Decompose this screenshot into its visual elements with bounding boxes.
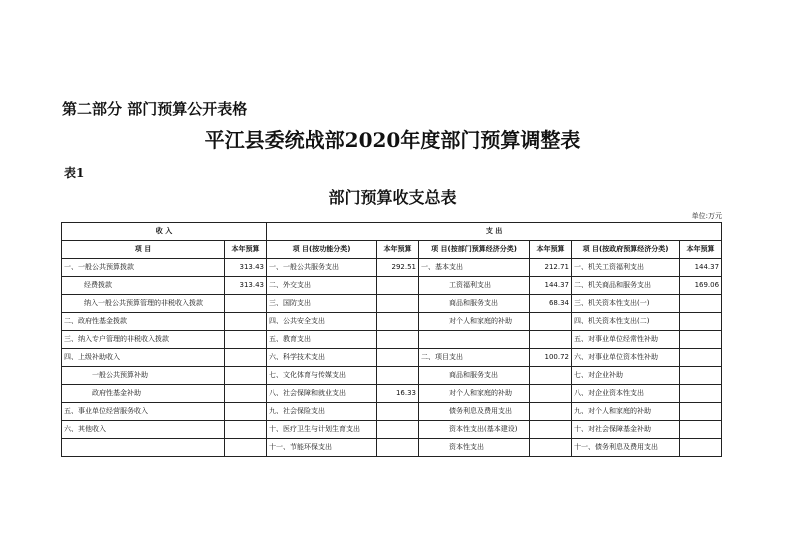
table-row	[62, 349, 722, 367]
function-item: 二、外交支出	[267, 277, 377, 295]
gov-econ-amount	[680, 385, 722, 403]
table-row	[62, 277, 722, 295]
function-item: 十、医疗卫生与计划生育支出	[267, 421, 377, 439]
income-amount	[225, 367, 267, 385]
gov-econ-amount	[680, 421, 722, 439]
function-amount	[377, 331, 419, 349]
income-amount	[225, 295, 267, 313]
dept-econ-amount	[530, 421, 572, 439]
function-item: 八、社会保障和就业支出	[267, 385, 377, 403]
function-amount	[377, 439, 419, 457]
income-amount	[225, 385, 267, 403]
dept-econ-item: 一、基本支出	[419, 259, 530, 277]
income-header: 收 入	[62, 223, 267, 241]
gov-econ-amount	[680, 403, 722, 421]
income-item: 三、纳入专户管理的非税收入拨款	[62, 331, 225, 349]
function-amount	[377, 295, 419, 313]
table-number: 表1	[64, 166, 85, 180]
table-row	[62, 259, 722, 277]
gov-econ-amount: 169.06	[680, 277, 722, 295]
income-item: 政府性基金补助	[62, 385, 225, 403]
function-amount	[377, 421, 419, 439]
gov-econ-item: 五、对事业单位经常性补助	[572, 331, 680, 349]
gov-econ-item: 四、机关资本性支出(二)	[572, 313, 680, 331]
gov-econ-item: 七、对企业补助	[572, 367, 680, 385]
dept-econ-item: 工资福利支出	[419, 277, 530, 295]
dept-econ-item: 二、项目支出	[419, 349, 530, 367]
dept-econ-amount: 144.37	[530, 277, 572, 295]
dept-econ-item	[419, 331, 530, 349]
function-item: 五、教育支出	[267, 331, 377, 349]
function-amount: 16.33	[377, 385, 419, 403]
function-amount: 292.51	[377, 259, 419, 277]
income-amount: 313.43	[225, 277, 267, 295]
main-title: 平江县委统战部2020年度部门预算调整表	[204, 128, 581, 152]
header-row-columns	[62, 241, 722, 259]
dept-econ-amount	[530, 331, 572, 349]
gov-econ-item: 六、对事业单位资本性补助	[572, 349, 680, 367]
gov-econ-amount	[680, 295, 722, 313]
unit-label: 单位:万元	[691, 212, 722, 220]
function-item: 四、公共安全支出	[267, 313, 377, 331]
income-item: 六、其他收入	[62, 421, 225, 439]
gov-econ-amount: 144.37	[680, 259, 722, 277]
gov-econ-budget-header: 本年预算	[680, 241, 722, 259]
dept-econ-amount: 68.34	[530, 295, 572, 313]
income-item-header: 项 目	[62, 241, 225, 259]
table-row	[62, 421, 722, 439]
function-item: 三、国防支出	[267, 295, 377, 313]
income-item: 一般公共预算补助	[62, 367, 225, 385]
dept-econ-amount	[530, 439, 572, 457]
table-row	[62, 295, 722, 313]
dept-econ-item: 商品和服务支出	[419, 295, 530, 313]
income-amount	[225, 421, 267, 439]
gov-econ-amount	[680, 331, 722, 349]
dept-econ-amount: 100.72	[530, 349, 572, 367]
income-budget-header: 本年预算	[225, 241, 267, 259]
income-item	[62, 439, 225, 457]
dept-econ-item: 对个人和家庭的补助	[419, 313, 530, 331]
gov-econ-item: 九、对个人和家庭的补助	[572, 403, 680, 421]
dept-econ-amount	[530, 403, 572, 421]
function-budget-header: 本年预算	[377, 241, 419, 259]
function-amount	[377, 403, 419, 421]
gov-econ-amount	[680, 349, 722, 367]
income-amount: 313.43	[225, 259, 267, 277]
income-item: 一、一般公共预算拨款	[62, 259, 225, 277]
table-title: 部门预算收支总表	[328, 188, 457, 207]
dept-econ-budget-header: 本年预算	[530, 241, 572, 259]
dept-econ-item: 商品和服务支出	[419, 367, 530, 385]
income-item: 四、上级补助收入	[62, 349, 225, 367]
gov-econ-item: 八、对企业资本性支出	[572, 385, 680, 403]
gov-econ-item: 十一、债务利息及费用支出	[572, 439, 680, 457]
function-item: 九、社会保险支出	[267, 403, 377, 421]
header-row-group	[62, 223, 722, 241]
income-item: 经费拨款	[62, 277, 225, 295]
income-item: 二、政府性基金拨款	[62, 313, 225, 331]
dept-econ-item: 资本性支出(基本建设)	[419, 421, 530, 439]
gov-econ-item: 二、机关商品和服务支出	[572, 277, 680, 295]
function-item: 六、科学技术支出	[267, 349, 377, 367]
income-amount	[225, 313, 267, 331]
function-item: 十一、节能环保支出	[267, 439, 377, 457]
expense-header: 支 出	[267, 223, 722, 241]
dept-econ-amount	[530, 313, 572, 331]
gov-econ-item: 十、对社会保障基金补助	[572, 421, 680, 439]
dept-econ-item: 资本性支出	[419, 439, 530, 457]
dept-econ-item-header: 项 目(按部门预算经济分类)	[419, 241, 530, 259]
table-row	[62, 403, 722, 421]
gov-econ-amount	[680, 439, 722, 457]
function-amount	[377, 277, 419, 295]
dept-econ-amount: 212.71	[530, 259, 572, 277]
gov-econ-item: 一、机关工资福利支出	[572, 259, 680, 277]
gov-econ-item: 三、机关资本性支出(一)	[572, 295, 680, 313]
function-item: 七、文化体育与传媒支出	[267, 367, 377, 385]
income-amount	[225, 349, 267, 367]
table-row	[62, 331, 722, 349]
function-amount	[377, 349, 419, 367]
function-item: 一、一般公共服务支出	[267, 259, 377, 277]
dept-econ-item: 债务利息及费用支出	[419, 403, 530, 421]
gov-econ-amount	[680, 313, 722, 331]
part-title: 第二部分 部门预算公开表格	[62, 100, 248, 118]
function-amount	[377, 367, 419, 385]
dept-econ-item: 对个人和家庭的补助	[419, 385, 530, 403]
gov-econ-item-header: 项 目(按政府预算经济分类)	[572, 241, 680, 259]
income-item: 纳入一般公共预算管理的非税收入拨款	[62, 295, 225, 313]
table-row	[62, 367, 722, 385]
dept-econ-amount	[530, 367, 572, 385]
dept-econ-amount	[530, 385, 572, 403]
income-amount	[225, 331, 267, 349]
table-row	[62, 385, 722, 403]
function-amount	[377, 313, 419, 331]
table-row	[62, 439, 722, 457]
budget-table	[61, 222, 722, 457]
gov-econ-amount	[680, 367, 722, 385]
income-item: 五、事业单位经营服务收入	[62, 403, 225, 421]
income-amount	[225, 439, 267, 457]
income-amount	[225, 403, 267, 421]
table-row	[62, 313, 722, 331]
function-item-header: 项 目(按功能分类)	[267, 241, 377, 259]
